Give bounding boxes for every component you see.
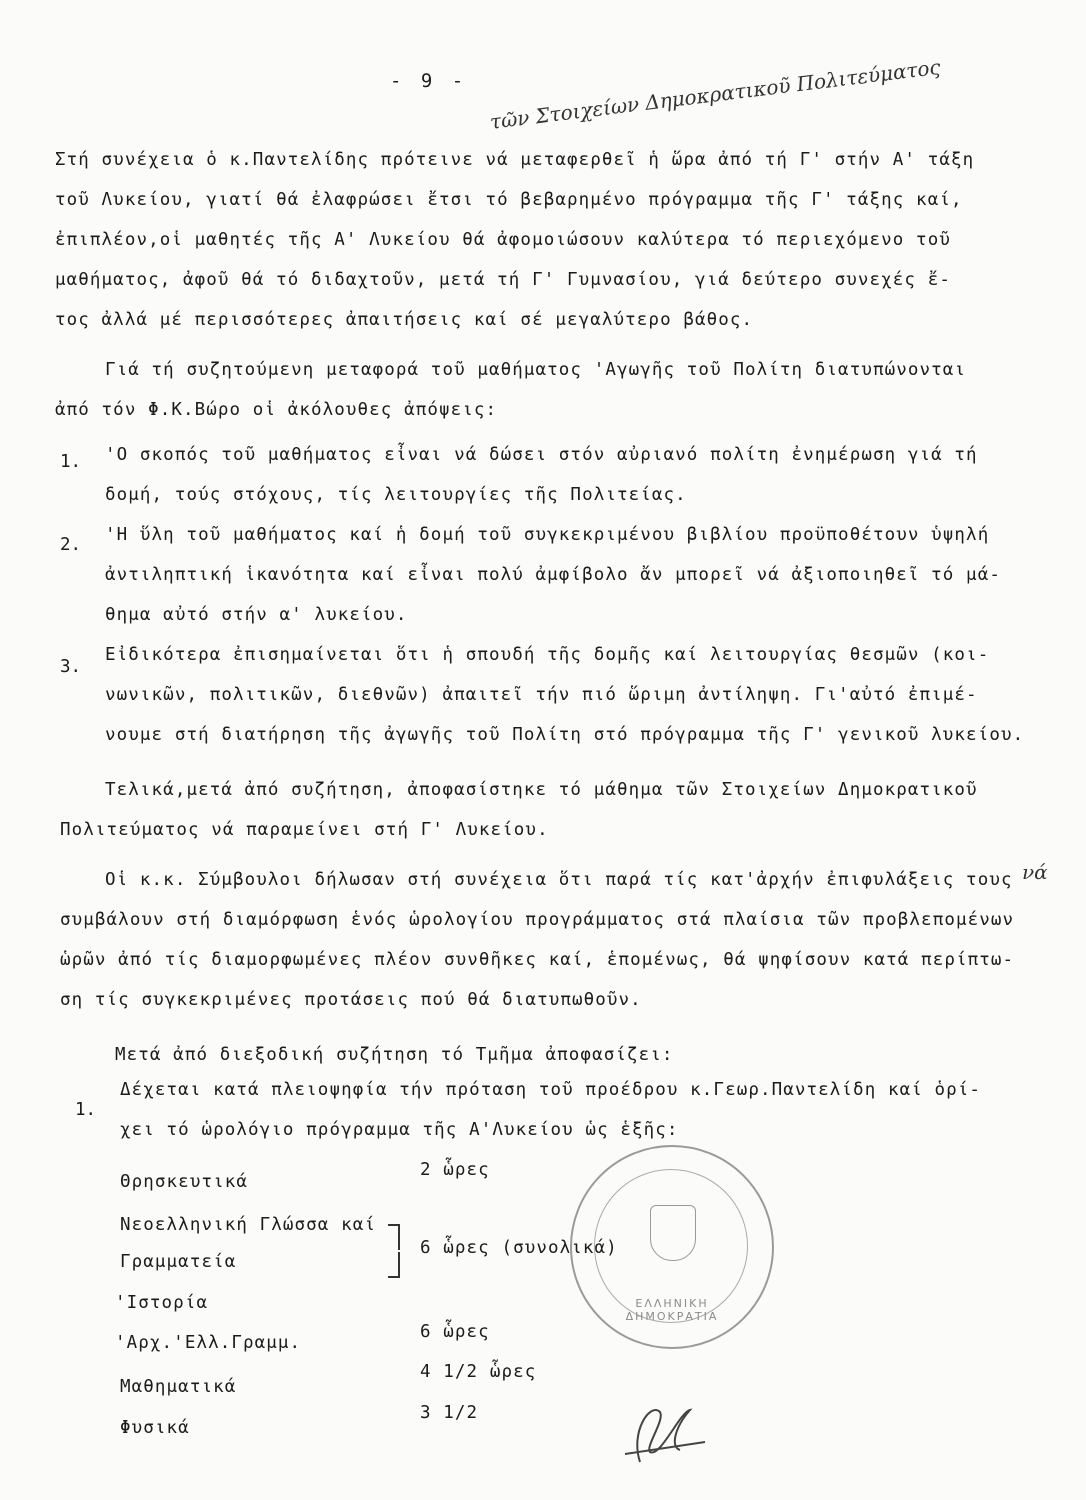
point-line: 'Ο σκοπός τοῦ μαθήματος εἶναι νά δώσει στόν αὐριανό πολίτη ἐνημέρωση γιά τή — [105, 445, 978, 465]
point-number: 1. — [60, 452, 82, 472]
schedule-subject: 'Αρχ.'Ελλ.Γραμμ. — [115, 1333, 302, 1353]
margin-note: νά — [1022, 860, 1048, 884]
schedule-subject: 'Ιστορία — [115, 1293, 209, 1313]
schedule-subject: Μαθηματικά — [120, 1377, 237, 1397]
paragraph5: Μετά ἀπό διεξοδική συζήτηση τό Τμῆμα ἀποφασίζει: — [115, 1045, 674, 1065]
handwritten-note: τῶν Στοιχείων Δημοκρατικοῦ Πολιτεύματος — [488, 54, 942, 134]
schedule-subject: Γραμματεία — [120, 1252, 237, 1272]
schedule-hours: 6 ὧρες (συνολικά) — [420, 1238, 618, 1258]
paragraph3-line: Πολιτεύματος νά παραμείνει στή Γ' Λυκείου. — [60, 820, 549, 840]
page-number: - 9 - — [390, 70, 468, 92]
decision-line: χει τό ὡρολόγιο πρόγραμμα τῆς Α'Λυκείου ὡς ἑξῆς: — [120, 1120, 679, 1140]
paragraph4-line: ση τίς συγκεκριμένες προτάσεις πού θά διατυπωθοῦν. — [60, 990, 642, 1010]
schedule-hours: 3 1/2 — [420, 1403, 479, 1423]
schedule-subject: Νεοελληνική Γλώσσα καί — [120, 1215, 376, 1235]
paragraph2-line: Γιά τή συζητούμενη μεταφορά τοῦ μαθήματος 'Αγωγῆς τοῦ Πολίτη διατυπώνονται — [105, 360, 967, 380]
schedule-brace-bottom — [388, 1252, 400, 1278]
official-stamp — [570, 1145, 774, 1349]
point-line: Εἰδικότερα ἐπισημαίνεται ὅτι ἡ σπουδή τῆς δομῆς καί λειτουργίας θεσμῶν (κοι- — [105, 645, 990, 665]
point-line: ἀντιληπτική ἱκανότητα καί εἶναι πολύ ἀμφίβολο ἄν μπορεῖ νά ἀξιοποιηθεῖ τό μά- — [105, 565, 1001, 585]
schedule-hours: 2 ὧρες — [420, 1160, 490, 1180]
point-line: 'Η ὕλη τοῦ μαθήματος καί ἡ δομή τοῦ συγκεκριμένου βιβλίου προϋποθέτουν ὑψηλή — [105, 525, 990, 545]
decision-number: 1. — [75, 1100, 97, 1120]
crest-icon — [650, 1205, 696, 1261]
stamp-text: ΕΛΛΗΝΙΚΗ ΔΗΜΟΚΡΑΤΙΑ — [625, 1297, 719, 1323]
point-number: 3. — [60, 657, 82, 677]
paragraph1-line: τοῦ Λυκείου, γιατί θά ἐλαφρώσει ἔτσι τό βεβαρημένο πρόγραμμα τῆς Γ' τάξης καί, — [55, 190, 963, 210]
point-line: δομή, τούς στόχους, τίς λειτουργίες τῆς Πολιτείας. — [105, 485, 687, 505]
paragraph4-line: συμβάλουν στή διαμόρφωση ἑνός ὡρολογίου προγράμματος στά πλαίσια τῶν προβλεπομένων — [60, 910, 1015, 930]
signature-icon — [620, 1392, 710, 1472]
paragraph1-line: μαθήματος, ἀφοῦ θά τό διδαχτοῦν, μετά τή Γ' Γυμνασίου, γιά δεύτερο συνεχές ἔ- — [55, 270, 951, 290]
point-line: νουμε στή διατήρηση τῆς ἀγωγῆς τοῦ Πολίτη στό πρόγραμμα τῆς Γ' γενικοῦ λυκείου. — [105, 725, 1025, 745]
paragraph2-line: ἀπό τόν Φ.Κ.Βώρο οἱ ἀκόλουθες ἀπόψεις: — [55, 400, 498, 420]
point-line: θημα αὐτό στήν α' λυκείου. — [105, 605, 408, 625]
paragraph4-line: ὡρῶν ἀπό τίς διαμορφωμένες πλέον συνθῆκες καί, ἑπομένως, θά ψηφίσουν κατά περίπτω- — [60, 950, 1015, 970]
paragraph1-line: τος ἀλλά μέ περισσότερες ἀπαιτήσεις καί σέ μεγαλύτερο βάθος. — [55, 310, 754, 330]
schedule-brace-top — [388, 1224, 400, 1250]
schedule-hours: 6 ὧρες — [420, 1322, 490, 1342]
paragraph3-line: Τελικά,μετά ἀπό συζήτηση, ἀποφασίστηκε τό μάθημα τῶν Στοιχείων Δημοκρατικοῦ — [105, 780, 978, 800]
schedule-subject: Φυσικά — [120, 1418, 190, 1438]
decision-line: Δέχεται κατά πλειοψηφία τήν πρόταση τοῦ προέδρου κ.Γεωρ.Παντελίδη καί ὁρί- — [120, 1080, 982, 1100]
schedule-hours: 4 1/2 ὧρες — [420, 1362, 537, 1382]
point-line: νωνικῶν, πολιτικῶν, διεθνῶν) ἀπαιτεῖ τήν πιό ὥριμη ἀντίληψη. Γι'αὐτό ἐπιμέ- — [105, 685, 978, 705]
paragraph4-line: Οἱ κ.κ. Σύμβουλοι δήλωσαν στή συνέχεια ὅτι παρά τίς κατ'ἀρχήν ἐπιφυλάξεις τους — [105, 870, 1013, 890]
paragraph1-line: ἐπιπλέον,οἱ μαθητές τῆς Α' Λυκείου θά ἀφομοιώσουν καλύτερα τό περιεχόμενο τοῦ — [55, 230, 951, 250]
point-number: 2. — [60, 535, 82, 555]
schedule-subject: Θρησκευτικά — [120, 1172, 248, 1192]
paragraph1-line: Στή συνέχεια ὁ κ.Παντελίδης πρότεινε νά μεταφερθεῖ ἡ ὥρα ἀπό τή Γ' στήν Α' τάξη — [55, 150, 975, 170]
